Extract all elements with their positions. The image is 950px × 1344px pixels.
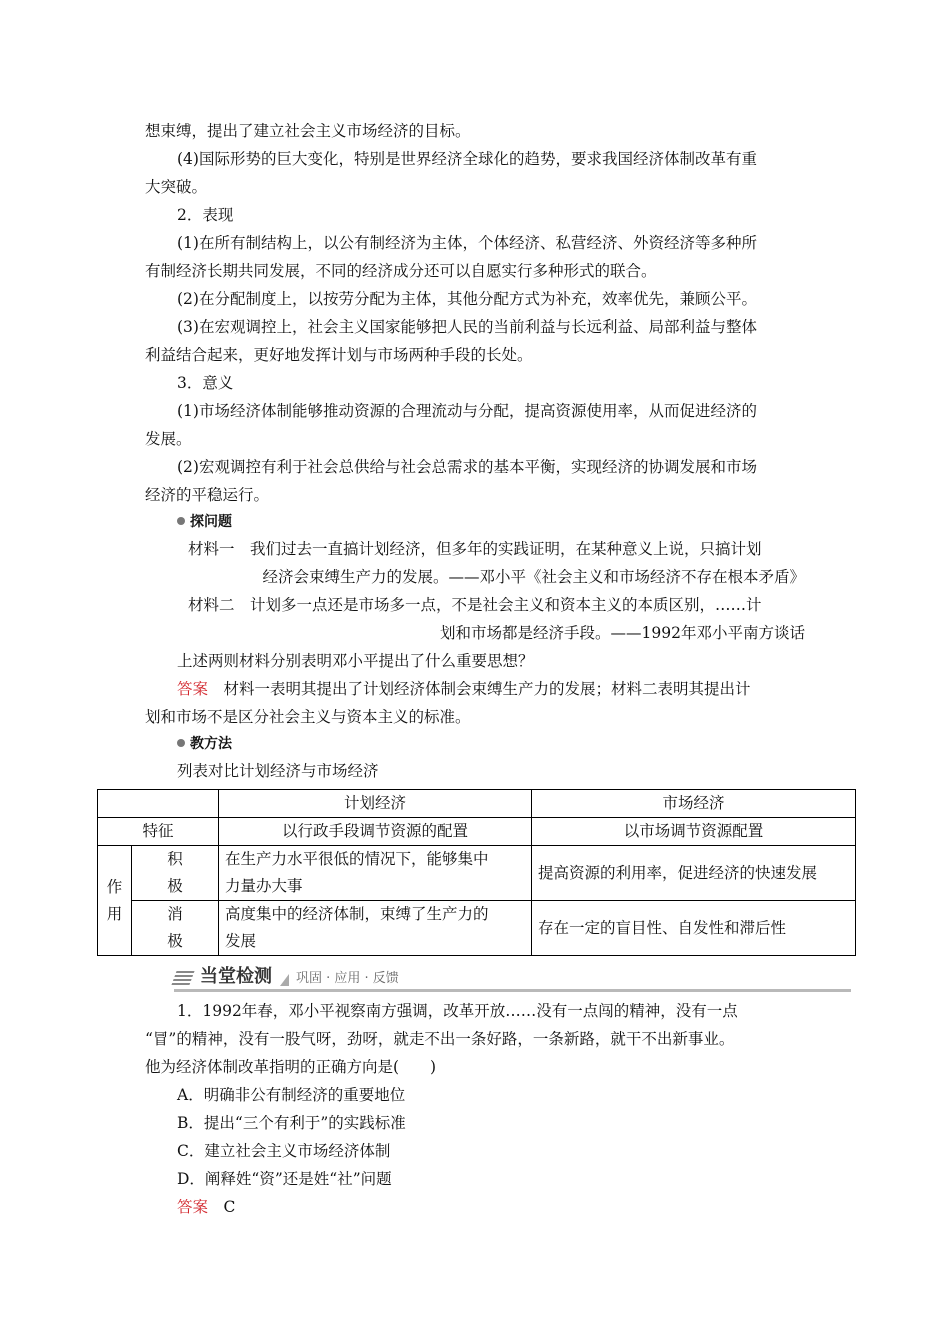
explore-heading [177,512,232,532]
material-two-source: 划和市场都是经济手段。——1992年邓小平南方谈话 [440,624,805,642]
quiz-answer [177,1197,235,1217]
quiz-question: “冒”的精神，没有一股气呀，劲呀，就走不出一条好路，一条新路，就干不出新事业。 [145,1030,735,1048]
banner-divider [174,989,851,992]
method-intro: 列表对比计划经济与市场经济 [177,762,379,780]
material-one: 材料一 我们过去一直搞计划经济，但多年的实践证明，在某种意义上说，只搞计划 [188,540,762,558]
method-heading-label: 教方法 [190,736,232,752]
banner-subtitle: 巩固 · 应用 · 反馈 [296,971,399,986]
table-row-label [132,901,219,956]
quiz-question: 他为经济体制改革指明的正确方向是( ) [145,1058,437,1076]
table-row [98,846,856,901]
paragraph-text: 利益结合起来，更好地发挥计划与市场两种手段的长处。 [145,346,533,364]
table-row-label: 特征 [98,818,219,846]
row-label-char: 极 [167,932,183,950]
paragraph-text: (1)市场经济体制能够推动资源的合理流动与分配，提高资源使用率，从而促进经济的 [177,402,757,420]
table-row [98,790,856,818]
cell-line: 高度集中的经济体制，束缚了生产力的 [225,905,489,923]
quiz-option-b: B．提出“三个有利于”的实践标准 [177,1114,406,1132]
row-label-char: 积 [167,850,183,868]
paragraph-text: 想束缚，提出了建立社会主义市场经济的目标。 [145,122,471,140]
table-cell [98,790,219,818]
paragraph-text: 有制经济长期共同发展，不同的经济成分还可以自愿实行多种形式的联合。 [145,262,657,280]
quiz-option-d: D．阐释姓“资”还是姓“社”问题 [177,1170,392,1188]
answer-label: 答案 [177,680,209,698]
triangle-icon [280,974,289,986]
answer-line [177,679,751,699]
row-label-char: 作 [106,877,123,896]
cell-line: 发展 [225,932,257,950]
table-row-label [98,846,132,956]
section-banner [174,966,851,992]
table-cell: 提高资源的利用率，促进经济的快速发展 [532,846,856,901]
table-header-plan: 计划经济 [219,790,532,818]
stripes-icon [171,971,194,985]
section-heading: 3．意义 [177,374,234,392]
material-one-source: 经济会束缚生产力的发展。——邓小平《社会主义和市场经济不存在根本矛盾》 [262,568,805,586]
table-cell [219,846,532,901]
table-cell: 以行政手段调节资源的配置 [219,818,532,846]
table-header-market: 市场经济 [532,790,856,818]
quiz-option-a: A．明确非公有制经济的重要地位 [177,1086,406,1104]
table-cell [219,901,532,956]
material-two: 材料二 计划多一点还是市场多一点，不是社会主义和资本主义的本质区别，……计 [188,596,762,614]
paragraph-text: (3)在宏观调控上，社会主义国家能够把人民的当前利益与长远利益、局部利益与整体 [177,318,757,336]
answer-text: 材料一表明其提出了计划经济体制会束缚生产力的发展；材料二表明其提出计 [223,680,751,698]
quiz-question: 1．1992年春，邓小平视察南方强调，改革开放……没有一点闯的精神，没有一点 [177,1002,738,1020]
method-heading [177,734,232,754]
answer-text: 划和市场不是区分社会主义与资本主义的标准。 [145,708,471,726]
paragraph-text: (2)宏观调控有利于社会总供给与社会总需求的基本平衡，实现经济的协调发展和市场 [177,458,757,476]
comparison-table [97,789,856,956]
row-label-char: 极 [167,877,183,895]
paragraph-text: 经济的平稳运行。 [145,486,270,504]
answer-label: 答案 [177,1198,209,1216]
table-row [98,901,856,956]
cell-line: 力量办大事 [225,877,303,895]
table-row-label [132,846,219,901]
explore-heading-label: 探问题 [190,514,232,530]
row-label-char: 消 [167,905,183,923]
paragraph-text: (2)在分配制度上，以按劳分配为主体，其他分配方式为补充，效率优先，兼顾公平。 [177,290,757,308]
quiz-option-c: C．建立社会主义市场经济体制 [177,1142,391,1160]
paragraph-text: (1)在所有制结构上，以公有制经济为主体，个体经济、私营经济、外资经济等多种所 [177,234,757,252]
question-text: 上述两则材料分别表明邓小平提出了什么重要思想？ [177,652,534,670]
paragraph-text: (4)国际形势的巨大变化，特别是世界经济全球化的趋势，要求我国经济体制改革有重 [177,150,757,168]
section-heading: 2．表现 [177,206,234,224]
bullet-icon [177,739,185,747]
cell-line: 在生产力水平很低的情况下，能够集中 [225,850,489,868]
paragraph-text: 大突破。 [145,178,208,196]
paragraph-text: 发展。 [145,430,192,448]
bullet-icon [177,517,185,525]
row-label-char: 用 [106,904,123,923]
answer-text: C [223,1198,236,1216]
table-row [98,818,856,846]
banner-title: 当堂检测 [200,966,272,987]
table-cell: 存在一定的盲目性、自发性和滞后性 [532,901,856,956]
table-cell: 以市场调节资源配置 [532,818,856,846]
